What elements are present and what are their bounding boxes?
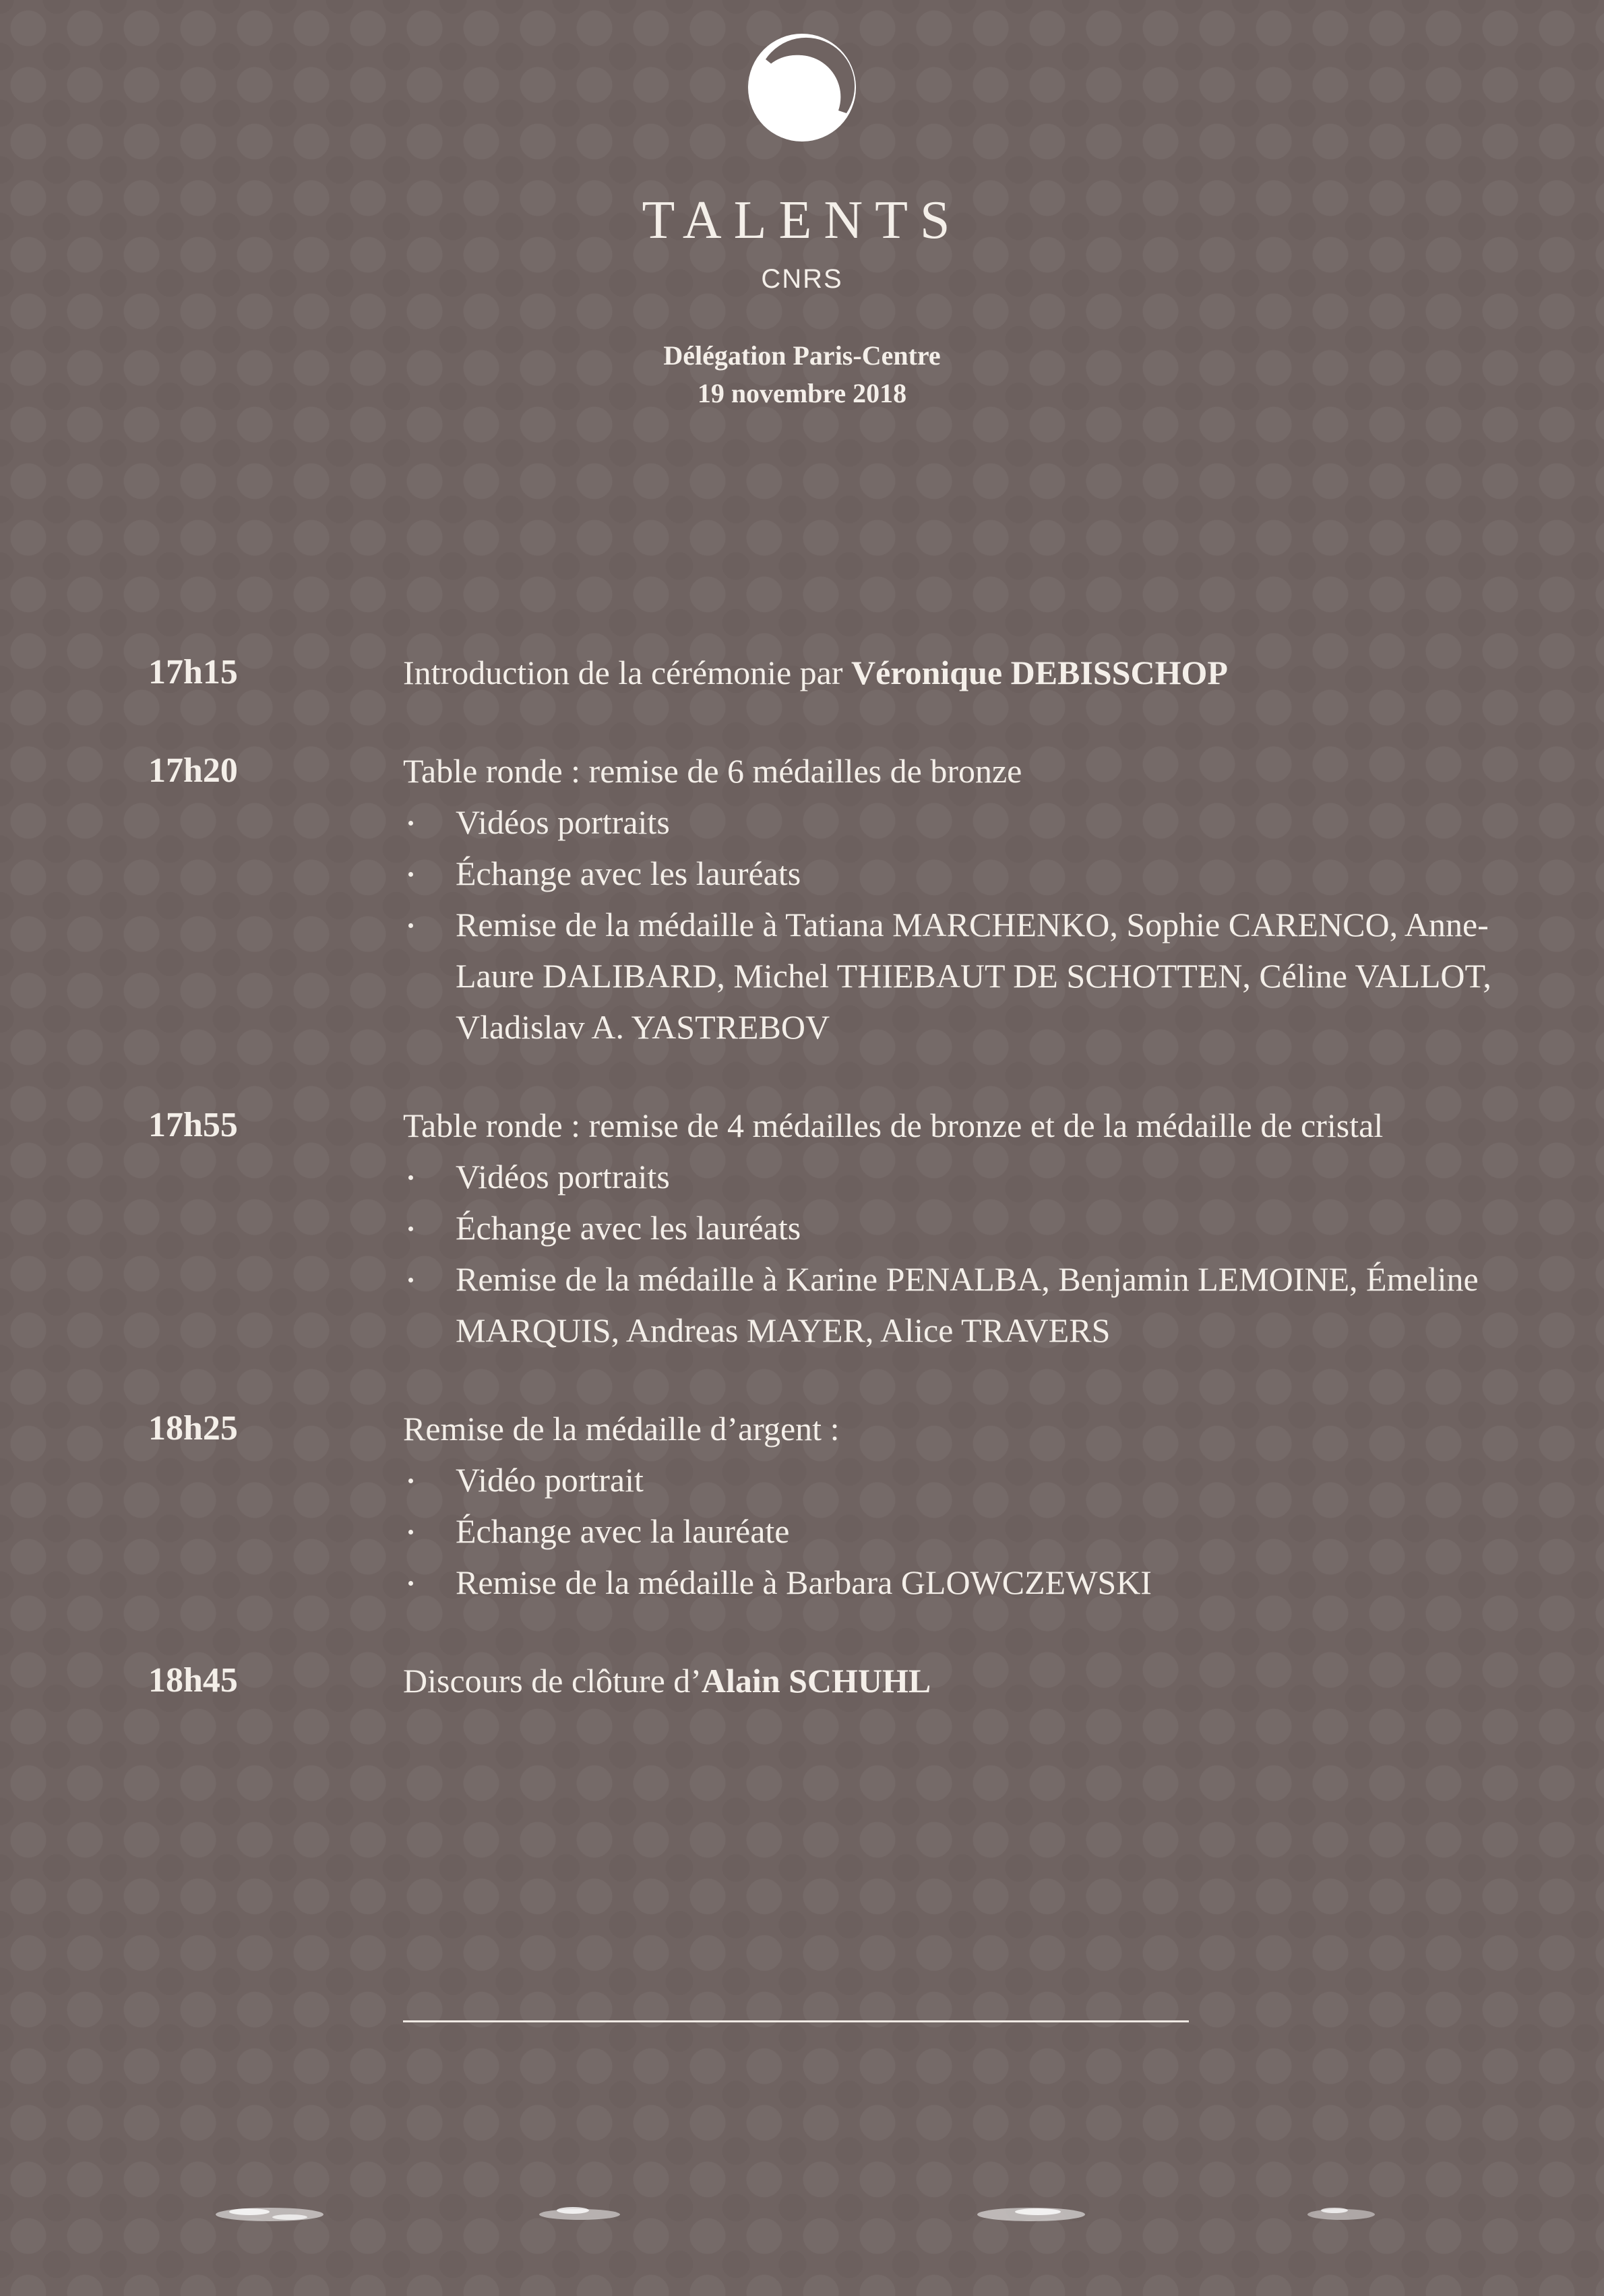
program-slot (148, 1100, 1510, 1356)
divider-line (403, 2020, 1189, 2022)
decorative-sparkle-icon (512, 2194, 647, 2235)
bullet-item: Remise de la médaille à Karine PENALBA, Benjamin LEMOINE, Émeline MARQUIS, Andreas MAYER, Alice TRAVERS (403, 1253, 1510, 1356)
speaker-name: Véronique DEBISSCHOP (851, 654, 1228, 691)
bullet-item: Remise de la médaille à Barbara GLOWCZEWSKI (403, 1557, 1510, 1608)
program-schedule (148, 647, 1510, 1754)
program-slot (148, 647, 1510, 698)
bullet-item: Échange avec la lauréate (403, 1506, 1510, 1557)
closing-text: Discours de clôture d’ (403, 1662, 702, 1700)
slot-heading: Table ronde : remise de 6 médailles de bronze (403, 752, 1022, 790)
program-slot (148, 745, 1510, 1053)
slot-bullet-list (403, 797, 1510, 1053)
organization-name: CNRS (761, 264, 843, 294)
bullet-item: Échange avec les lauréats (403, 848, 1510, 899)
bullet-item: Vidéo portrait (403, 1454, 1510, 1506)
speaker-name: Alain SCHUHL (701, 1662, 931, 1700)
event-title: TALENTS (642, 191, 962, 250)
cnrs-circle-logo-icon (745, 31, 859, 144)
program-slot (148, 1655, 1510, 1706)
slot-content (403, 1100, 1510, 1356)
slot-time: 17h55 (148, 1106, 238, 1144)
slot-bullet-list (403, 1454, 1510, 1608)
event-place: Délégation Paris-Centre (663, 340, 941, 371)
intro-text: Introduction de la cérémonie par (403, 654, 851, 691)
slot-heading (403, 647, 1510, 698)
slot-heading: Remise de la médaille d’argent : (403, 1410, 840, 1448)
slot-heading: Table ronde : remise de 4 médailles de bronze et de la médaille de cristal (403, 1107, 1384, 1144)
bullet-item: Échange avec les lauréats (403, 1202, 1510, 1253)
slot-heading (403, 1655, 1510, 1706)
slot-time: 18h45 (148, 1661, 238, 1700)
decorative-sparkle-icon (964, 2194, 1099, 2235)
slot-time: 17h15 (148, 653, 238, 691)
slot-time: 18h25 (148, 1409, 238, 1448)
slot-content (403, 1655, 1510, 1706)
event-date: 19 novembre 2018 (697, 378, 907, 408)
slot-content (403, 745, 1510, 1053)
slot-content (403, 1403, 1510, 1608)
slot-content (403, 647, 1510, 698)
bullet-item: Vidéos portraits (403, 1151, 1510, 1202)
program-slot (148, 1403, 1510, 1608)
decorative-sparkle-icon (202, 2194, 337, 2235)
bullet-item: Vidéos portraits (403, 797, 1510, 848)
bullet-item: Remise de la médaille à Tatiana MARCHENKO, Sophie CARENCO, Anne-Laure DALIBARD, Michel THIEBAUT DE SCHOTTEN, Céline VALLOT, Vladislav A. YASTREBOV (403, 899, 1510, 1053)
event-place-date (0, 337, 1604, 412)
slot-bullet-list (403, 1151, 1510, 1356)
slot-time: 17h20 (148, 751, 238, 790)
decorative-sparkle-icon (1281, 2194, 1415, 2235)
